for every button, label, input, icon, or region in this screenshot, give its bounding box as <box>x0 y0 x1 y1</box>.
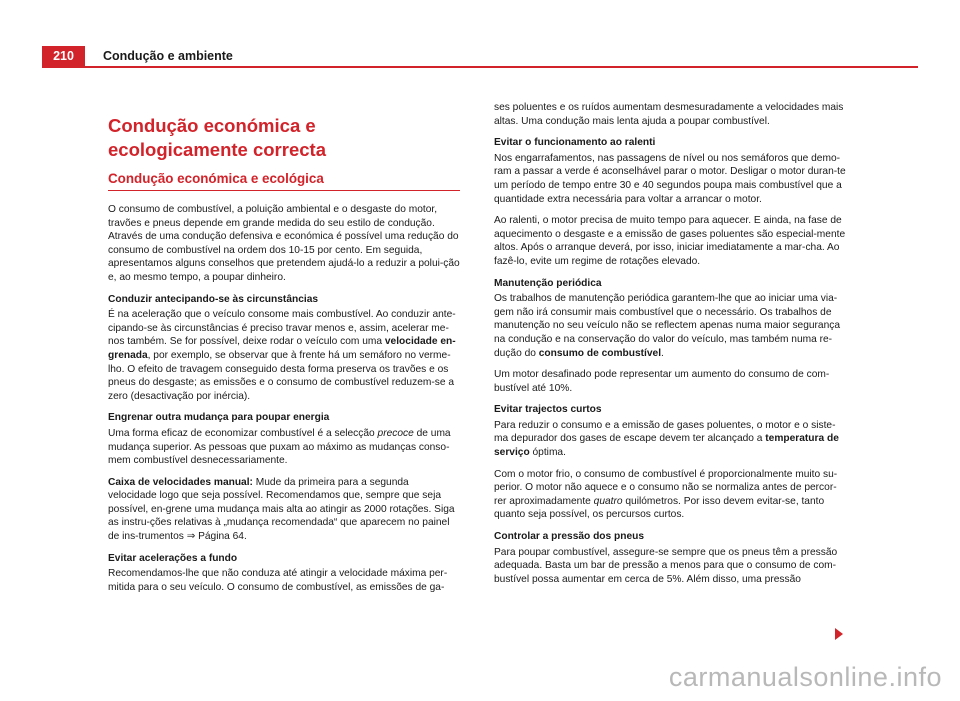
running-title: Condução e ambiente <box>103 49 233 63</box>
paragraph-acceleration: Recomendamos-lhe que não conduza até atingir a velocidade máxima per-mitida para o seu veículo. O consumo de combustível, as emissões de ga- <box>108 568 448 593</box>
bold-term: temperatura de serviço <box>494 433 839 459</box>
text-run: quilómetros. Por isso devem evitar-se, tanto quanto seja possível, os percursos curtos. <box>494 495 825 521</box>
italic-term: precoce <box>377 427 414 439</box>
paragraph-idle-2: Ao ralenti, o motor precisa de muito tempo para aquecer. E ainda, na fase de aquecimento o desgaste e a emissão de gases poluentes são especial-mente altos. Após o arranque deverá, por isso, iniciar imediatamente a mar-cha. Ao fazê-lo, evite um regime de rotações elevado. <box>494 215 846 267</box>
subheading-gear: Engrenar outra mudança para poupar energia <box>108 412 330 424</box>
header-rule <box>42 66 918 68</box>
text-run: de uma mudança superior. As pessoas que puxam ao máximo as mudanças conso-mem combustível desnecessariamente. <box>108 427 451 467</box>
bold-term: velocidade en-grenada <box>108 336 456 361</box>
subheading-idle: Evitar o funcionamento ao ralenti <box>494 137 656 149</box>
text-run: Uma forma eficaz de economizar combustível é a selecção <box>108 427 378 439</box>
paragraph-continued: ses poluentes e os ruídos aumentam desmesuradamente a velocidades mais altas. Uma condução mais lenta ajuda a poupar combustível. <box>494 102 844 127</box>
chapter-title: Condução económica e ecologicamente correcta <box>108 115 326 160</box>
right-column <box>494 101 846 594</box>
watermark: carmanualsonline.info <box>668 662 942 692</box>
section-rule <box>108 190 460 191</box>
paragraph-manual-gearbox <box>108 476 460 544</box>
paragraph-short-trips-1 <box>494 419 846 460</box>
subheading-anticipate: Conduzir antecipando-se às circunstâncias <box>108 293 319 305</box>
text-run: óptima. <box>529 447 566 459</box>
subheading-short-trips: Evitar trajectos curtos <box>494 404 602 416</box>
paragraph-short-trips-2 <box>494 468 846 522</box>
text-run: Para reduzir o consumo e a emissão de gases poluentes, o motor e o siste-ma depurador dos gases de escape devem ter alcançado a <box>494 419 836 445</box>
text-run: Com o motor frio, o consumo de combustível é proporcionalmente muito su-perior. O motor não aquece e o consumo não se normaliza antes de percor-rer aproximadamente <box>494 468 838 507</box>
paragraph-idle-1: Nos engarrafamentos, nas passagens de nível ou nos semáforos que demo-ram a passar a verde é aconselhável parar o motor. Desligar o motor duran-te um período de tempo entre 30 e 40 segundos poupa mais combustível que a quantidade extra necessária para voltar a arrancar o motor. <box>494 152 846 205</box>
intro-paragraph: O consumo de combustível, a poluição ambiental e o desgaste do motor, travões e pneus depende em grande medida do seu estilo de condução. Através de uma condução defensiva e económica é possível uma redução do consumo de combustível na ordem dos 10-15 por cento. Em seguida, apresentamos alguns conselhos que pretendem ajudá-lo a reduzir a polui-ção e, ao mesmo tempo, a poupar dinheiro. <box>108 204 460 283</box>
italic-term: quatro <box>593 495 623 507</box>
section-title: Condução económica e ecológica <box>108 171 324 186</box>
text-run: . <box>661 347 664 359</box>
subheading-tyre-pressure: Controlar a pressão dos pneus <box>494 531 645 543</box>
paragraph-anticipate <box>108 308 460 403</box>
subheading-maintenance: Manutenção periódica <box>494 277 602 289</box>
text-run: Os trabalhos de manutenção periódica garantem-lhe que ao iniciar uma via-gem não irá consumir mais combustível que o necessário. Os trabalhos de manutenção no seu veículo não se reflectem apenas numa maior segurança na condução e na conservação do valor do veículo, mas também numa re-dução do <box>494 293 841 359</box>
bold-term: Caixa de velocidades manual: <box>108 476 253 488</box>
subheading-acceleration: Evitar acelerações a fundo <box>108 552 238 564</box>
paragraph-tyre-pressure: Para poupar combustível, assegure-se sempre que os pneus têm a pressão adequada. Basta um bar de pressão a menos para que o consumo de com-bustível possa aumentar em cerca de 5%. Além disso, uma pressão <box>494 546 838 585</box>
paragraph-gear <box>108 427 460 468</box>
text-run: , por exemplo, se observar que à frente há um semáforo no verme-lho. O efeito de travagem conseguido desta forma preserva os travões e os pneus do desgaste; as emissões e o consumo de combustível reduzem-se a zero (desactivação por inércia). <box>108 349 454 402</box>
page-number: 210 <box>42 46 85 66</box>
bold-term: consumo de combustível <box>538 347 662 359</box>
paragraph-maintenance-2: Um motor desafinado pode representar um aumento do consumo de com-bustível até 10%. <box>494 369 830 394</box>
text-run: Mude da primeira para a segunda velocidade logo que seja possível. Recomendamos que, sempre que seja possível, en-grene uma mudança mais alta ao atingir as 2000 rotações. Siga as instru-ções relativas à „mudança recomendada“ que aparecem no painel de ins-trumentos ⇒ Página 64. <box>108 476 455 543</box>
paragraph-maintenance-1 <box>494 292 846 360</box>
text-run: É na aceleração que o veículo consome mais combustível. Ao conduzir ante-cipando-se às circunstâncias é preciso travar menos e, assim, acelerar me-nos também. Se for possível, deixe rodar o veículo com uma <box>108 309 456 348</box>
continue-arrow-icon <box>835 628 843 640</box>
left-column <box>108 114 460 602</box>
